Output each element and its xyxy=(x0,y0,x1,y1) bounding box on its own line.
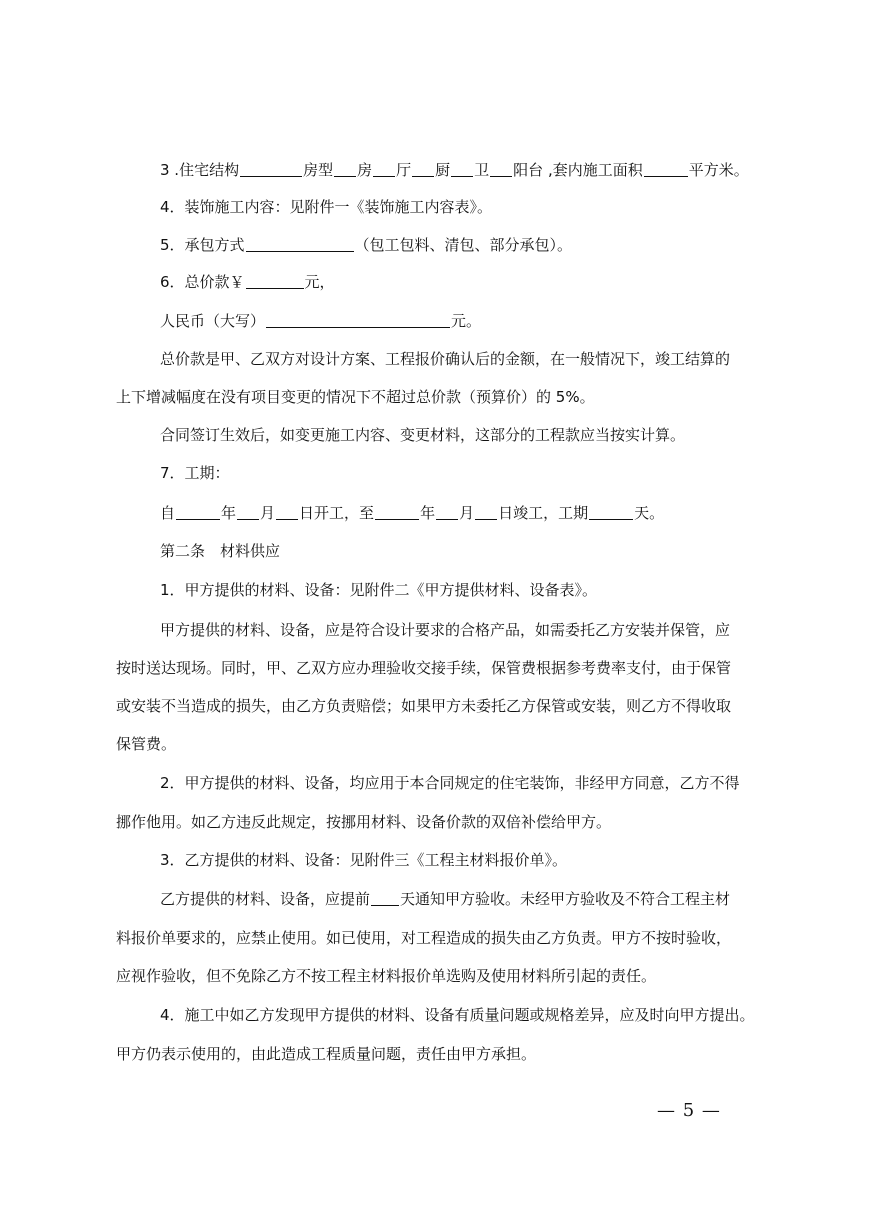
blank-area[interactable] xyxy=(644,161,688,177)
blank-start-day[interactable] xyxy=(276,504,298,520)
period-dates: 自 年 月 日开工，至 年 月 日竣工，工期 天。 xyxy=(160,504,665,522)
paragraph-owner-materials-l2: 按时送达现场。同时，甲、乙双方应办理验收交接手续，保管费根据参考费率支付，由于保管 xyxy=(116,659,732,677)
clause-5-contract-method: 5．承包方式 （包工包料、清包、部分承包）。 xyxy=(160,236,573,254)
section-2-heading: 第二条 材料供应 xyxy=(160,542,281,560)
blank-start-year[interactable] xyxy=(176,504,220,520)
blank-price-in-words[interactable] xyxy=(266,312,450,328)
blank-kitchens[interactable] xyxy=(412,161,434,177)
clause-6-total-price: 6．总价款￥ 元， xyxy=(160,273,335,291)
paragraph-owner-materials: 甲方提供的材料、设备，应是符合设计要求的合格产品，如需委托乙方安装并保管，应 xyxy=(160,621,731,639)
total-price-in-words: 人民币（大写） 元。 xyxy=(160,312,482,330)
page-number: — 5 — xyxy=(657,1100,721,1121)
paragraph-owner-materials-l3: 或安装不当造成的损失，由乙方负责赔偿；如果甲方未委托乙方保管或安装，则乙方不得收取 xyxy=(116,697,732,715)
blank-rooms[interactable] xyxy=(334,161,356,177)
blank-notice-days[interactable] xyxy=(371,890,399,906)
blank-end-year[interactable] xyxy=(375,504,419,520)
blank-balconies[interactable] xyxy=(490,161,512,177)
blank-end-month[interactable] xyxy=(436,504,458,520)
material-clause-1: 1．甲方提供的材料、设备：见附件二《甲方提供材料、设备表》。 xyxy=(160,581,598,599)
paragraph-total-price-text: 总价款是甲、乙双方对设计方案、工程报价确认后的金额，在一般情况下，竣工结算的 xyxy=(160,350,731,368)
paragraph-owner-materials-l4: 保管费。 xyxy=(116,735,177,753)
blank-halls[interactable] xyxy=(373,161,395,177)
blank-duration-days[interactable] xyxy=(589,504,633,520)
blank-total-price[interactable] xyxy=(246,273,304,289)
material-clause-4-l2: 甲方仍表示使用的，由此造成工程质量问题，责任由甲方承担。 xyxy=(116,1045,537,1063)
paragraph-contractor-materials-l2: 料报价单要求的，应禁止使用。如已使用，对工程造成的损失由乙方负责。甲方不按时验收， xyxy=(116,929,732,947)
blank-structure[interactable] xyxy=(240,161,302,177)
clause-4-decoration-content: 4．装饰施工内容：见附件一《装饰施工内容表》。 xyxy=(160,198,493,216)
blank-contract-method[interactable] xyxy=(246,236,354,252)
paragraph-contractor-materials-l3: 应视作验收，但不免除乙方不按工程主材料报价单选购及使用材料所引起的责任。 xyxy=(116,967,657,985)
material-clause-4: 4．施工中如乙方发现甲方提供的材料、设备有质量问题或规格差异，应及时向甲方提出。 xyxy=(160,1006,755,1024)
material-clause-3: 3．乙方提供的材料、设备：见附件三《工程主材料报价单》。 xyxy=(160,851,568,869)
blank-end-day[interactable] xyxy=(475,504,497,520)
material-clause-2: 2．甲方提供的材料、设备，均应用于本合同规定的住宅装饰，非经甲方同意，乙方不得 xyxy=(160,774,740,792)
blank-start-month[interactable] xyxy=(237,504,259,520)
paragraph-contractor-materials: 乙方提供的材料、设备，应提前 天通知甲方验收。未经甲方验收及不符合工程主材 xyxy=(160,890,731,908)
paragraph-total-price-text-cont: 上下增减幅度在没有项目变更的情况下不超过总价款（预算价）的 5%。 xyxy=(116,388,595,406)
clause-7-period: 7．工期： xyxy=(160,464,230,482)
blank-bathrooms[interactable] xyxy=(451,161,473,177)
material-clause-2-l2: 挪作他用。如乙方违反此规定，按挪用材料、设备价款的双倍补偿给甲方。 xyxy=(116,813,612,831)
paragraph-change-terms: 合同签订生效后，如变更施工内容、变更材料，这部分的工程款应当按实计算。 xyxy=(160,426,686,444)
clause-3-residence-structure: 3 .住宅结构 房型 房 厅 厨 卫 阳台 ,套内施工面积 平方米。 xyxy=(160,161,749,179)
